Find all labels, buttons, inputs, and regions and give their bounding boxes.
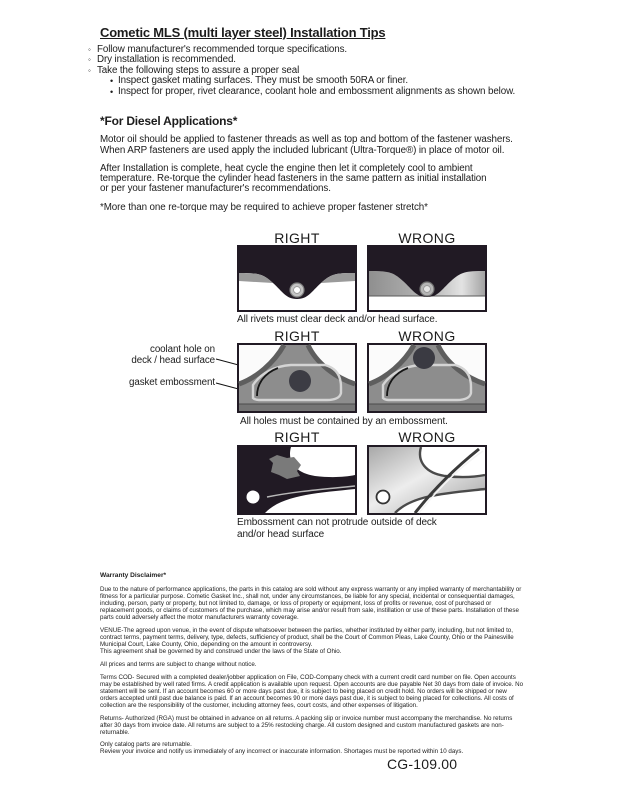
rivet-wrong-illustration	[367, 245, 487, 312]
wrong-header: WRONG	[398, 328, 456, 344]
embossment-right-illustration	[237, 343, 357, 413]
warranty-paragraph: Due to the nature of performance applications, the parts in this catalog are sold without any express warranty or any implied warranty of merchantability or fitness for a particular purpose. Cometic Gasket Inc., shall not, under any circumstances, be liable for any special, incidental or consequential damages, including, person, party or property, but not limited to, damage, or loss of property or equipment, loss of profits or revenue, cost of purchased or replacement goods, or claims of customers of the purchase, which may arise and/or result from sale, instillation or use of these parts. Installation of these parts could adversely affect the motor manufacturers warranty coverage.	[100, 586, 522, 622]
filled-bullet-icon: •	[110, 76, 114, 87]
installation-tips-list	[88, 45, 568, 97]
embossment-wrong-illustration	[367, 343, 487, 413]
label-line: deck / head surface	[131, 355, 215, 366]
gasket-embossment-label: gasket embossment	[129, 377, 215, 388]
paragraph-line: temperature. Re-torque the cylinder head fasteners in the same pattern as initial installation	[100, 173, 487, 185]
right-header: RIGHT	[274, 429, 320, 445]
warranty-paragraph: Review your invoice and notify us immediately of any incorrect or inaccurate information. Shortages must be reported within 10 days.	[100, 748, 464, 756]
wrong-header: WRONG	[398, 429, 456, 445]
open-bullet-icon: ◦	[88, 55, 91, 65]
diagram-protrusion-right	[237, 445, 357, 515]
diesel-paragraph	[100, 164, 570, 195]
bolt-hole	[377, 491, 390, 504]
diagram-rivet-wrong	[367, 245, 487, 312]
wrong-header: WRONG	[398, 230, 456, 246]
caption-line: and/or head surface	[237, 529, 325, 540]
right-header: RIGHT	[274, 230, 320, 246]
paragraph-line: or per your fastener manufacturer's recommendations.	[100, 183, 331, 195]
diesel-paragraph	[100, 135, 570, 156]
protrusion-right-illustration	[237, 445, 357, 515]
bottom-strip	[239, 404, 355, 411]
tip-text: Take the following steps to assure a proper seal	[97, 64, 300, 76]
label-line: coolant hole on	[150, 344, 215, 355]
warranty-paragraph: All prices and terms are subject to change without notice.	[100, 660, 257, 668]
diesel-heading: *For Diesel Applications*	[100, 114, 238, 128]
diagram-rivet-right	[237, 245, 357, 312]
warranty-paragraph: Returns- Authorized (RGA) must be obtained in advance on all returns. A packing slip or invoice number must accompany the merchandise. No returns after 30 days from invoice date. All returns are subject to a 25% restocking charge. All custom designed and custom manufactured gaskets are non-returnable.	[100, 714, 513, 736]
tip-text: Inspect gasket mating surfaces. They must be smooth 50RA or finer.	[118, 75, 408, 87]
diagram-embossment-wrong	[367, 343, 487, 413]
warranty-paragraph: This agreement shall be governed by and construed under the laws of the State of Ohio.	[100, 648, 342, 656]
diesel-note: *More than one re-torque may be required to achieve proper fastener stretch*	[100, 201, 428, 213]
paragraph-line: When ARP fasteners are used apply the included lubricant (Ultra-Torque®) in place of motor oil.	[100, 144, 505, 156]
row2-caption: All holes must be contained by an embossment.	[240, 416, 448, 427]
warranty-heading: Warranty Disclaimer*	[100, 572, 167, 579]
tip-text: Dry installation is recommended.	[97, 54, 236, 66]
page-number: CG-109.00	[387, 756, 458, 772]
coolant-hole-outside	[413, 347, 435, 369]
diesel-section	[100, 116, 570, 221]
warranty-paragraph: Only catalog parts are returnable.	[100, 741, 192, 749]
bottom-strip	[369, 404, 485, 411]
protrusion-wrong-illustration	[367, 445, 487, 515]
rivet-center	[424, 286, 431, 293]
open-bullet-icon: ◦	[88, 45, 91, 54]
filled-bullet-icon: •	[110, 86, 114, 97]
rivet-center	[294, 287, 301, 294]
diagram-protrusion-wrong	[367, 445, 487, 515]
open-bullet-icon: ◦	[88, 65, 91, 75]
row1-caption: All rivets must clear deck and/or head surface.	[237, 314, 438, 325]
row3-caption	[237, 517, 437, 541]
caption-line: Embossment can not protrude outside of deck	[237, 517, 437, 528]
bolt-hole	[247, 491, 260, 504]
paragraph-line: Motor oil should be applied to fastener threads as well as top and bottom of the fastener washers.	[100, 134, 513, 146]
page-title: Cometic MLS (multi layer steel) Installation Tips	[100, 25, 386, 40]
warranty-disclaimer	[100, 572, 524, 761]
tip-text: Follow manufacturer's recommended torque specifications.	[97, 44, 348, 55]
diagram-embossment-right	[237, 343, 357, 413]
list-item	[88, 87, 568, 97]
right-header: RIGHT	[274, 328, 320, 344]
warranty-paragraph: VENUE-The agreed upon venue, in the event of dispute whatsoever between the parties, whether instituted by either party, including, but not limited to, contract terms, payment terms, delivery, type, defects, sufficiency of product, shall be the Court of Common Pleas, Lake County, Ohio or the Painesville Municipal Court, Lake County, Ohio, depending on the amount in controversy.	[100, 627, 514, 649]
rivet-right-illustration	[237, 245, 357, 312]
tip-text: Inspect for proper, rivet clearance, coolant hole and embossment alignments as shown below.	[118, 85, 516, 97]
coolant-hole-label	[109, 344, 215, 366]
paragraph-line: After Installation is complete, heat cycle the engine then let it completely cool to ambient	[100, 162, 473, 174]
coolant-hole	[289, 370, 311, 392]
warranty-paragraph: Terms COD- Secured with a completed dealer/jobber application on File, COD-Company check with a current credit card number on file. Open accounts may be established by well rated firms. A credit application is available upon request. Open accounts are due payable Net 30 days from date of invoice. No statement will be sent. If an account becomes 60 or more days past due, it is subject to being placed on credit hold. No orders will be shipped or new orders accepted until past due balance is paid. If an account becomes 90 or more days past due, it is subject to being placed for collections. All costs of collection are the responsibility of the customer, including attorney fees, court costs, and other expenses of litigation.	[100, 673, 524, 709]
